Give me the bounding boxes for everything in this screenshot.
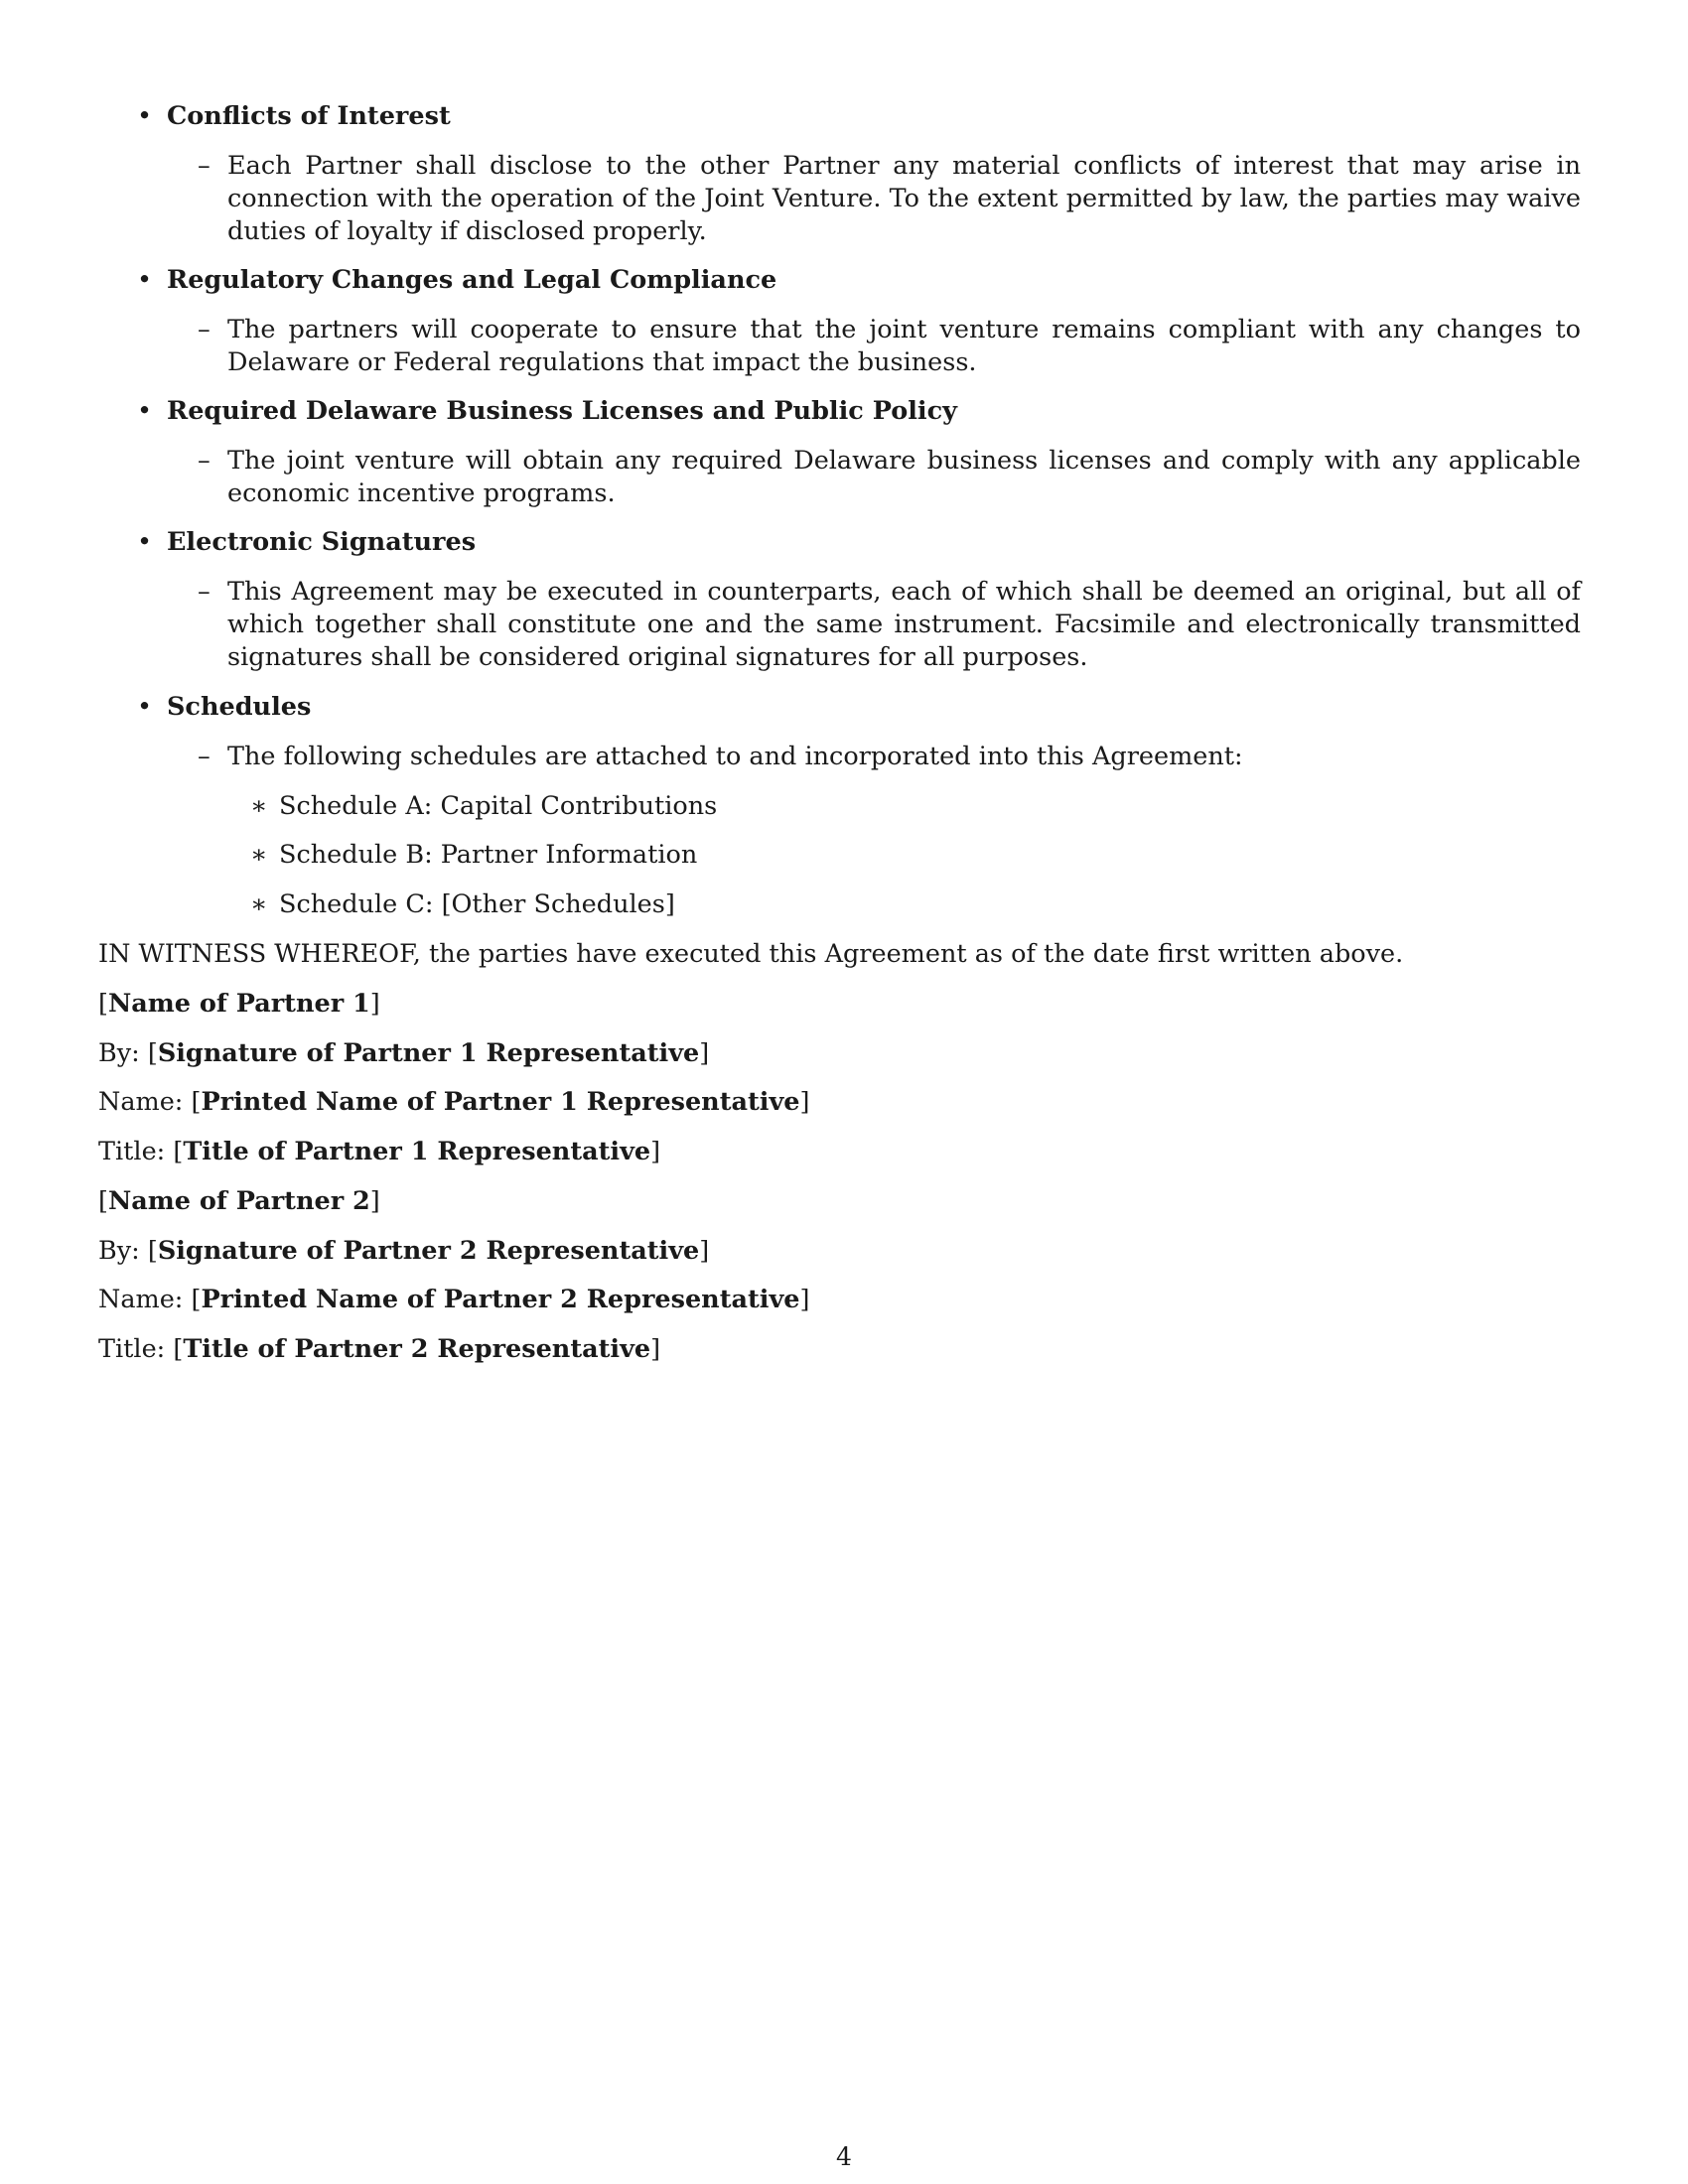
section-item: This Agreement may be executed in counterparts, each of which shall be deemed an original, but all of which together shall constitute one and the same instrument. Facsimile and electronically transmitted signatures shall be considered original signatures for all purposes.: [227, 577, 1581, 672]
partner-1-title: Title: [Title of Partner 1 Representative]: [98, 1137, 661, 1166]
star-icon: ∗: [250, 889, 268, 919]
section-heading: Conflicts of Interest: [167, 101, 451, 131]
schedule-item: Schedule B: Partner Information: [279, 840, 698, 870]
dash-icon: –: [198, 151, 211, 181]
bullet-icon: •: [137, 527, 153, 557]
star-icon: ∗: [250, 840, 268, 870]
schedule-item: Schedule C: [Other Schedules]: [279, 889, 675, 919]
bullet-icon: •: [137, 265, 153, 295]
partner-2-name: [Name of Partner 2]: [98, 1186, 380, 1216]
bullet-icon: •: [137, 101, 153, 131]
section-heading: Regulatory Changes and Legal Compliance: [167, 265, 777, 295]
bullet-icon: •: [137, 692, 153, 722]
partner-1-name: [Name of Partner 1]: [98, 989, 380, 1019]
partner-1-by: By: [Signature of Partner 1 Representative]: [98, 1038, 710, 1068]
section-item: The partners will cooperate to ensure that the joint venture remains compliant with any changes to Delaware or Federal regulations that impact the business.: [227, 315, 1581, 377]
dash-icon: –: [198, 446, 211, 476]
section-heading: Schedules: [167, 692, 312, 722]
page-number: 4: [836, 2142, 852, 2171]
section-heading: Required Delaware Business Licenses and Public Policy: [167, 396, 957, 426]
section-heading: Electronic Signatures: [167, 527, 477, 557]
partner-2-printed-name: Name: [Printed Name of Partner 2 Representative]: [98, 1285, 810, 1314]
partner-2-by: By: [Signature of Partner 2 Representative]: [98, 1236, 710, 1266]
section-item: The joint venture will obtain any required Delaware business licenses and comply with any applicable economic incentive programs.: [227, 446, 1581, 508]
partner-2-title: Title: [Title of Partner 2 Representative]: [98, 1334, 661, 1364]
section-item: The following schedules are attached to and incorporated into this Agreement:: [227, 742, 1243, 771]
partner-1-printed-name: Name: [Printed Name of Partner 1 Representative]: [98, 1087, 810, 1117]
dash-icon: –: [198, 577, 211, 607]
section-item: Each Partner shall disclose to the other Partner any material conflicts of interest that may arise in connection with the operation of the Joint Venture. To the extent permitted by law, the parties may waive duties of loyalty if disclosed properly.: [227, 151, 1581, 246]
dash-icon: –: [198, 742, 211, 771]
bullet-icon: •: [137, 396, 153, 426]
star-icon: ∗: [250, 791, 268, 821]
schedule-item: Schedule A: Capital Contributions: [279, 791, 718, 821]
dash-icon: –: [198, 315, 211, 344]
witness-statement: IN WITNESS WHEREOF, the parties have executed this Agreement as of the date first written above.: [98, 939, 1404, 969]
